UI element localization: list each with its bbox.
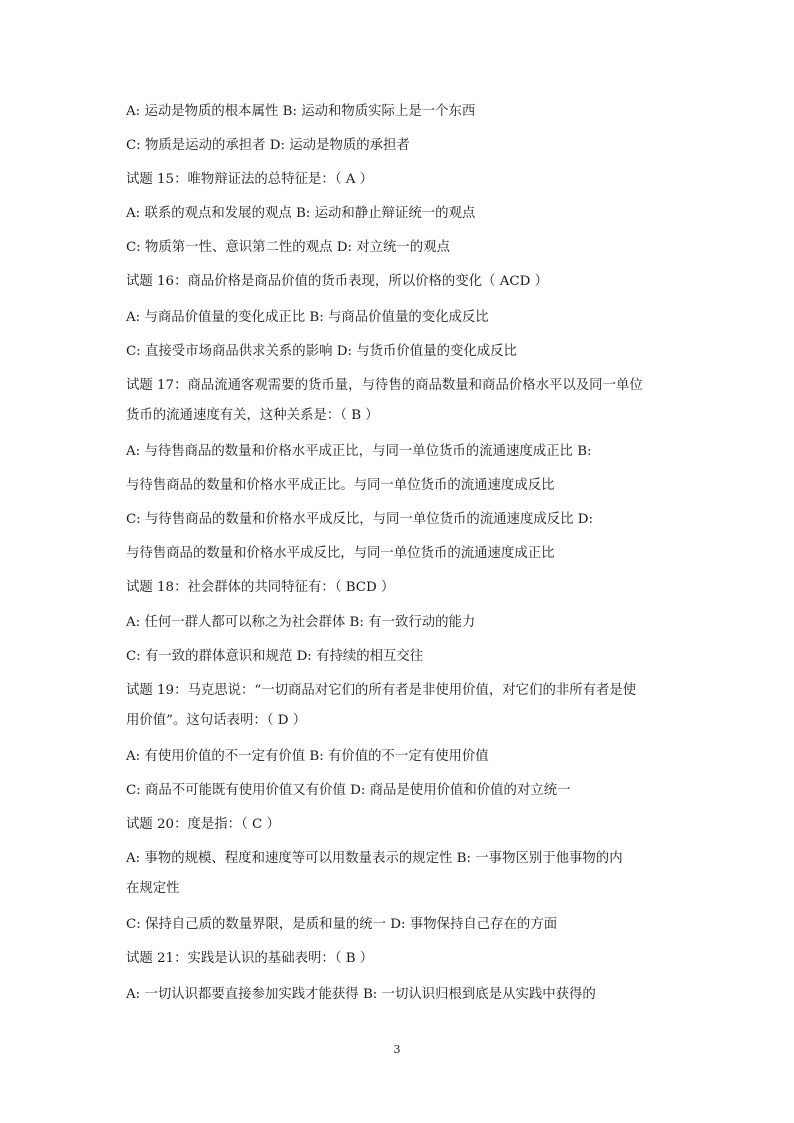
text-line: A: 与待售商品的数量和价格水平成正比，与同一单位货币的流通速度成正比 B: xyxy=(126,444,592,459)
text-line: C: 保持自己质的数量界限，是质和量的统一 D: 事物保持自己存在的方面 xyxy=(126,917,558,932)
text-line: C: 有一致的群体意识和规范 D: 有持续的相互交往 xyxy=(126,649,424,664)
text-line: A: 事物的规模、程度和速度等可以用数量表示的规定性 B: 一事物区别于他事物的内 xyxy=(126,851,623,866)
question-line: 试题 16：商品价格是商品价值的货币表现，所以价格的变化（ ACD ） xyxy=(126,274,549,289)
text-line: C: 与待售商品的数量和价格水平成反比，与同一单位货币的流通速度成反比 D: xyxy=(126,512,594,527)
question-line: 试题 15：唯物辩证法的总特征是：（ A ） xyxy=(126,172,374,187)
page-number: 3 xyxy=(393,1043,401,1056)
question-line: 试题 17：商品流通客观需要的货币量，与待售的商品数量和商品价格水平以及同一单位 xyxy=(126,378,643,393)
question-line: 试题 19：马克思说：“一切商品对它们的所有者是非使用价值，对它们的非所有者是使 xyxy=(126,683,637,698)
text-line: A: 运动是物质的根本属性 B: 运动和物质实际上是一个东西 xyxy=(126,104,476,119)
text-line: C: 物质是运动的承担者 D: 运动是物质的承担者 xyxy=(126,138,410,153)
text-line: C: 商品不可能既有使用价值又有价值 D: 商品是使用价值和价值的对立统一 xyxy=(126,783,571,798)
question-line: 用价值”。这句话表明：（ D ） xyxy=(126,713,307,728)
text-line: A: 有使用价值的不一定有价值 B: 有价值的不一定有使用价值 xyxy=(126,749,489,764)
text-line: 与待售商品的数量和价格水平成反比，与同一单位货币的流通速度成正比 xyxy=(126,546,555,561)
question-line: 试题 20：度是指：（ C ） xyxy=(126,817,280,832)
text-line: A: 联系的观点和发展的观点 B: 运动和静止辩证统一的观点 xyxy=(126,206,476,221)
text-line: A: 一切认识都要直接参加实践才能获得 B: 一切认识归根到底是从实践中获得的 xyxy=(126,987,596,1002)
text-line: A: 任何一群人都可以称之为社会群体 B: 有一致行动的能力 xyxy=(126,615,476,630)
text-line: A: 与商品价值量的变化成正比 B: 与商品价值量的变化成反比 xyxy=(126,310,489,325)
text-line: C: 直接受市场商品供求关系的影响 D: 与货币价值量的变化成反比 xyxy=(126,344,517,359)
question-line: 货币的流通速度有关，这种关系是：（ B ） xyxy=(126,408,379,423)
text-line: 在规定性 xyxy=(126,881,180,896)
text-line: 与待售商品的数量和价格水平成正比。与同一单位货币的流通速度成反比 xyxy=(126,478,555,493)
question-line: 试题 18：社会群体的共同特征有：（ BCD ） xyxy=(126,580,395,595)
text-line: C: 物质第一性、意识第二性的观点 D: 对立统一的观点 xyxy=(126,240,450,255)
question-line: 试题 21：实践是认识的基础表明：（ B ） xyxy=(126,951,374,966)
